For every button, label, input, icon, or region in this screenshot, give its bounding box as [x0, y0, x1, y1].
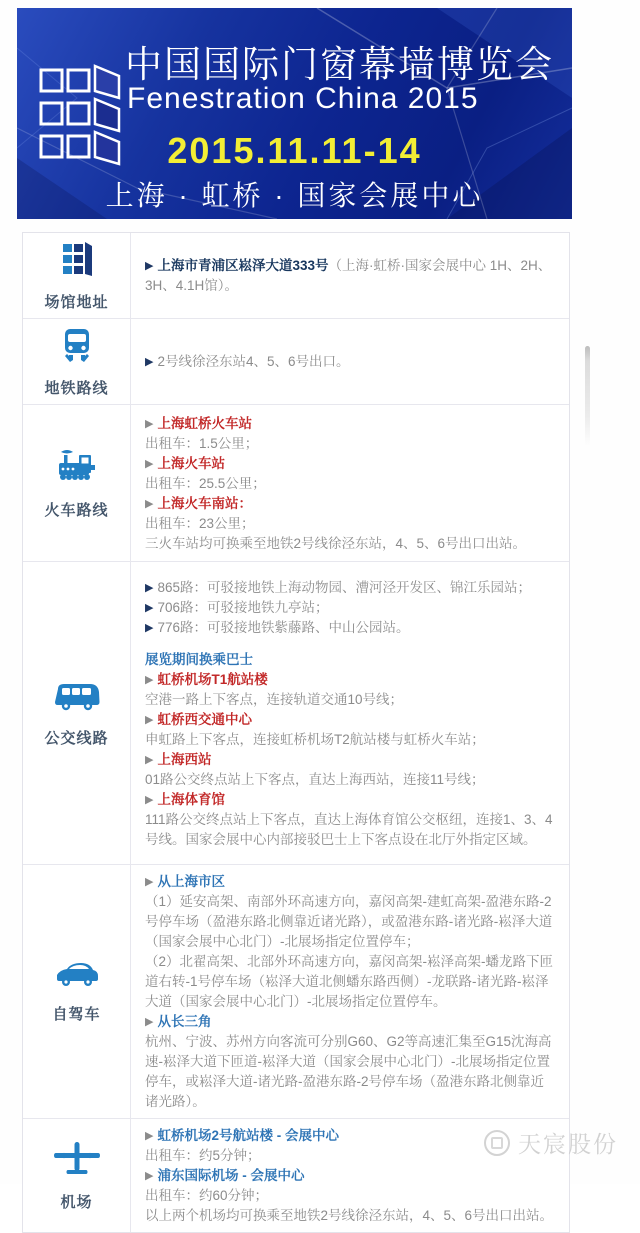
- info-line: [145, 650, 555, 670]
- row-label: 火车路线: [44, 501, 109, 519]
- row-label: 地铁路线: [44, 380, 109, 397]
- event-banner: [17, 8, 572, 219]
- table-row-train-route: [23, 404, 569, 561]
- bullet-arrow-icon: ▶: [145, 673, 154, 686]
- bullet-arrow-icon: ▶: [145, 753, 154, 766]
- row-label: 机场: [60, 1194, 93, 1211]
- line-text: （2）北翟高架、北部外环高速方向，嘉闵高架-崧泽高架-蟠龙路下匝道右转-1号停车场（崧泽大道北侧蟠东路西侧）-龙联路-诸光路-崧泽大道（国家会展中心北门）-北展场指定位置停车。: [145, 954, 553, 1009]
- line-text: 虹桥西交通中心: [157, 711, 252, 727]
- car-icon: [54, 959, 100, 996]
- bullet-arrow-icon: ▶: [145, 581, 154, 594]
- bullet-arrow-icon: ▶: [145, 417, 154, 430]
- line-text: 浦东国际机场 - 会展中心: [157, 1168, 305, 1183]
- info-line: [145, 690, 555, 710]
- row-label: 场馆地址: [44, 294, 109, 311]
- row-content-train-route: [131, 405, 569, 561]
- info-line: [145, 414, 555, 434]
- info-line: [145, 730, 555, 750]
- row-label: 自驾车: [52, 1006, 101, 1023]
- info-line: [145, 872, 555, 892]
- line-text: 出租车：23公里；: [145, 515, 255, 531]
- line-text: 虹桥机场T1航站楼: [157, 671, 268, 687]
- bullet-arrow-icon: ▶: [145, 356, 154, 368]
- table-row-venue-address: [23, 233, 569, 318]
- info-line: [145, 474, 555, 494]
- info-line: [145, 352, 555, 372]
- line-text: 2号线徐泾东站4、5、6号出口。: [157, 354, 350, 369]
- info-line: [145, 638, 555, 650]
- address-detail-text: （上海·虹桥·国家会展中心 1H、2H、3H、4.1H馆）。: [145, 258, 552, 293]
- line-text: 865路：可驳接地铁上海动物园、漕河泾开发区、锦江乐园站；: [157, 579, 531, 595]
- info-line: [145, 710, 555, 730]
- table-row-self-driving: [23, 864, 569, 1118]
- info-line: [145, 1206, 555, 1226]
- line-text: 出租车：约5分钟；: [145, 1148, 261, 1163]
- table-row-metro-route: [23, 318, 569, 404]
- bullet-arrow-icon: ▶: [145, 601, 154, 614]
- bullet-arrow-icon: ▶: [145, 260, 154, 272]
- banner-title-en: Fenestration China 2015: [127, 82, 479, 115]
- row-header-metro-route: [23, 319, 131, 404]
- line-text: 上海火车南站：: [157, 495, 252, 511]
- train-icon: [55, 447, 99, 492]
- transport-info-table: [22, 232, 570, 1233]
- metro-icon: [57, 325, 97, 370]
- line-text: 杭州、宁波、苏州方向客流可分别G60、G2等高速汇集至G15沈海高速-崧泽大道下匝道-崧泽大道（国家会展中心北门）-北展场指定位置停车，或崧泽大道-诸光路-盈港东路-2号停车场（盈港东路北侧靠近诸光路）。: [145, 1034, 552, 1109]
- info-line: [145, 1166, 555, 1186]
- row-header-bus-route: [23, 562, 131, 864]
- info-line: [145, 1012, 555, 1032]
- line-text: 上海火车站: [157, 455, 225, 471]
- bullet-arrow-icon: ▶: [145, 497, 154, 510]
- info-line: [145, 578, 555, 598]
- line-text: 三火车站均可换乘至地铁2号线徐泾东站，4、5、6号出口出站。: [145, 535, 527, 551]
- bullet-arrow-icon: ▶: [145, 1170, 154, 1182]
- info-line: [145, 1032, 555, 1112]
- line-text: （1）延安高架、南部外环高速方向，嘉闵高架-建虹高架-盈港东路-2号停车场（盈港东路北侧靠近诸光路），或盈港东路-诸光路-崧泽大道（国家会展中心北门）-北展场指定位置停车；: [145, 894, 553, 949]
- row-header-airport: [23, 1119, 131, 1232]
- row-content-venue-address: [131, 233, 569, 318]
- row-header-venue-address: [23, 233, 131, 318]
- bullet-arrow-icon: ▶: [145, 621, 154, 634]
- line-text: 申虹路上下客点，连接虹桥机场T2航站楼与虹桥火车站；: [145, 731, 485, 747]
- table-row-bus-route: [23, 561, 569, 864]
- line-text: 以上两个机场均可换乘至地铁2号线徐泾东站，4、5、6号出口出站。: [145, 1208, 554, 1223]
- info-line: [145, 810, 555, 850]
- line-text: 从长三角: [157, 1014, 212, 1029]
- line-text: 空港一路上下客点，连接轨道交通10号线；: [145, 691, 404, 707]
- row-content-bus-route: [131, 562, 569, 864]
- line-text: 出租车：25.5公里；: [145, 475, 266, 491]
- banner-location: 上海 · 虹桥 · 国家会展中心: [105, 180, 484, 211]
- info-line: [145, 770, 555, 790]
- info-line: [145, 618, 555, 638]
- bullet-arrow-icon: ▶: [145, 1130, 154, 1142]
- bus-icon: [54, 679, 100, 720]
- address-bold-text: 上海市青浦区崧泽大道333号: [157, 258, 329, 273]
- line-text: 706路：可驳接地铁九亭站；: [157, 599, 329, 615]
- company-seal-icon: [484, 1130, 510, 1156]
- banner-title-cn: 中国国际门窗幕墙博览会: [125, 44, 554, 85]
- row-content-metro-route: [131, 319, 569, 404]
- info-line: [145, 598, 555, 618]
- line-text: 上海虹桥火车站: [157, 415, 252, 431]
- info-line: [145, 790, 555, 810]
- line-text: 01路公交终点站上下客点，直达上海西站，连接11号线；: [145, 771, 485, 787]
- info-line: [145, 892, 555, 952]
- info-line: [145, 750, 555, 770]
- row-content-self-driving: [131, 865, 569, 1118]
- line-text: 出租车：约60分钟；: [145, 1188, 269, 1203]
- bullet-arrow-icon: ▶: [145, 713, 154, 726]
- bullet-arrow-icon: ▶: [145, 1016, 154, 1028]
- bullet-arrow-icon: ▶: [145, 876, 154, 888]
- info-line: [145, 952, 555, 1012]
- line-text: 从上海市区: [157, 874, 225, 889]
- building-icon: [57, 239, 97, 284]
- watermark-text: 天宸股份: [518, 1131, 618, 1157]
- plane-icon: [54, 1139, 100, 1184]
- line-text: 虹桥机场2号航站楼 - 会展中心: [157, 1128, 339, 1143]
- banner-date: 2015.11.11-14: [167, 130, 422, 171]
- line-text: 111路公交终点站上下客点，直达上海体育馆公交枢纽，连接1、3、4号线。国家会展中心内部接驳巴士上下客点设在北厅外指定区域。: [145, 811, 553, 847]
- info-line: [145, 454, 555, 474]
- row-header-train-route: [23, 405, 131, 561]
- bullet-arrow-icon: ▶: [145, 457, 154, 470]
- row-label: 公交线路: [44, 729, 109, 747]
- info-line: [145, 514, 555, 534]
- info-line: [145, 534, 555, 554]
- info-line: [145, 670, 555, 690]
- info-line: [145, 434, 555, 454]
- bullet-arrow-icon: ▶: [145, 793, 154, 806]
- line-text: 776路：可驳接地铁紫藤路、中山公园站。: [157, 619, 410, 635]
- line-text: 上海体育馆: [157, 791, 225, 807]
- line-text: 展览期间换乘巴士: [145, 651, 253, 667]
- info-line: [145, 1186, 555, 1206]
- info-line: [145, 494, 555, 514]
- watermark: [484, 1126, 618, 1159]
- row-header-self-driving: [23, 865, 131, 1118]
- line-text: 出租车：1.5公里；: [145, 435, 259, 451]
- line-text: 上海西站: [157, 751, 212, 767]
- scrollbar-thumb[interactable]: [585, 346, 590, 446]
- info-line: [145, 256, 555, 296]
